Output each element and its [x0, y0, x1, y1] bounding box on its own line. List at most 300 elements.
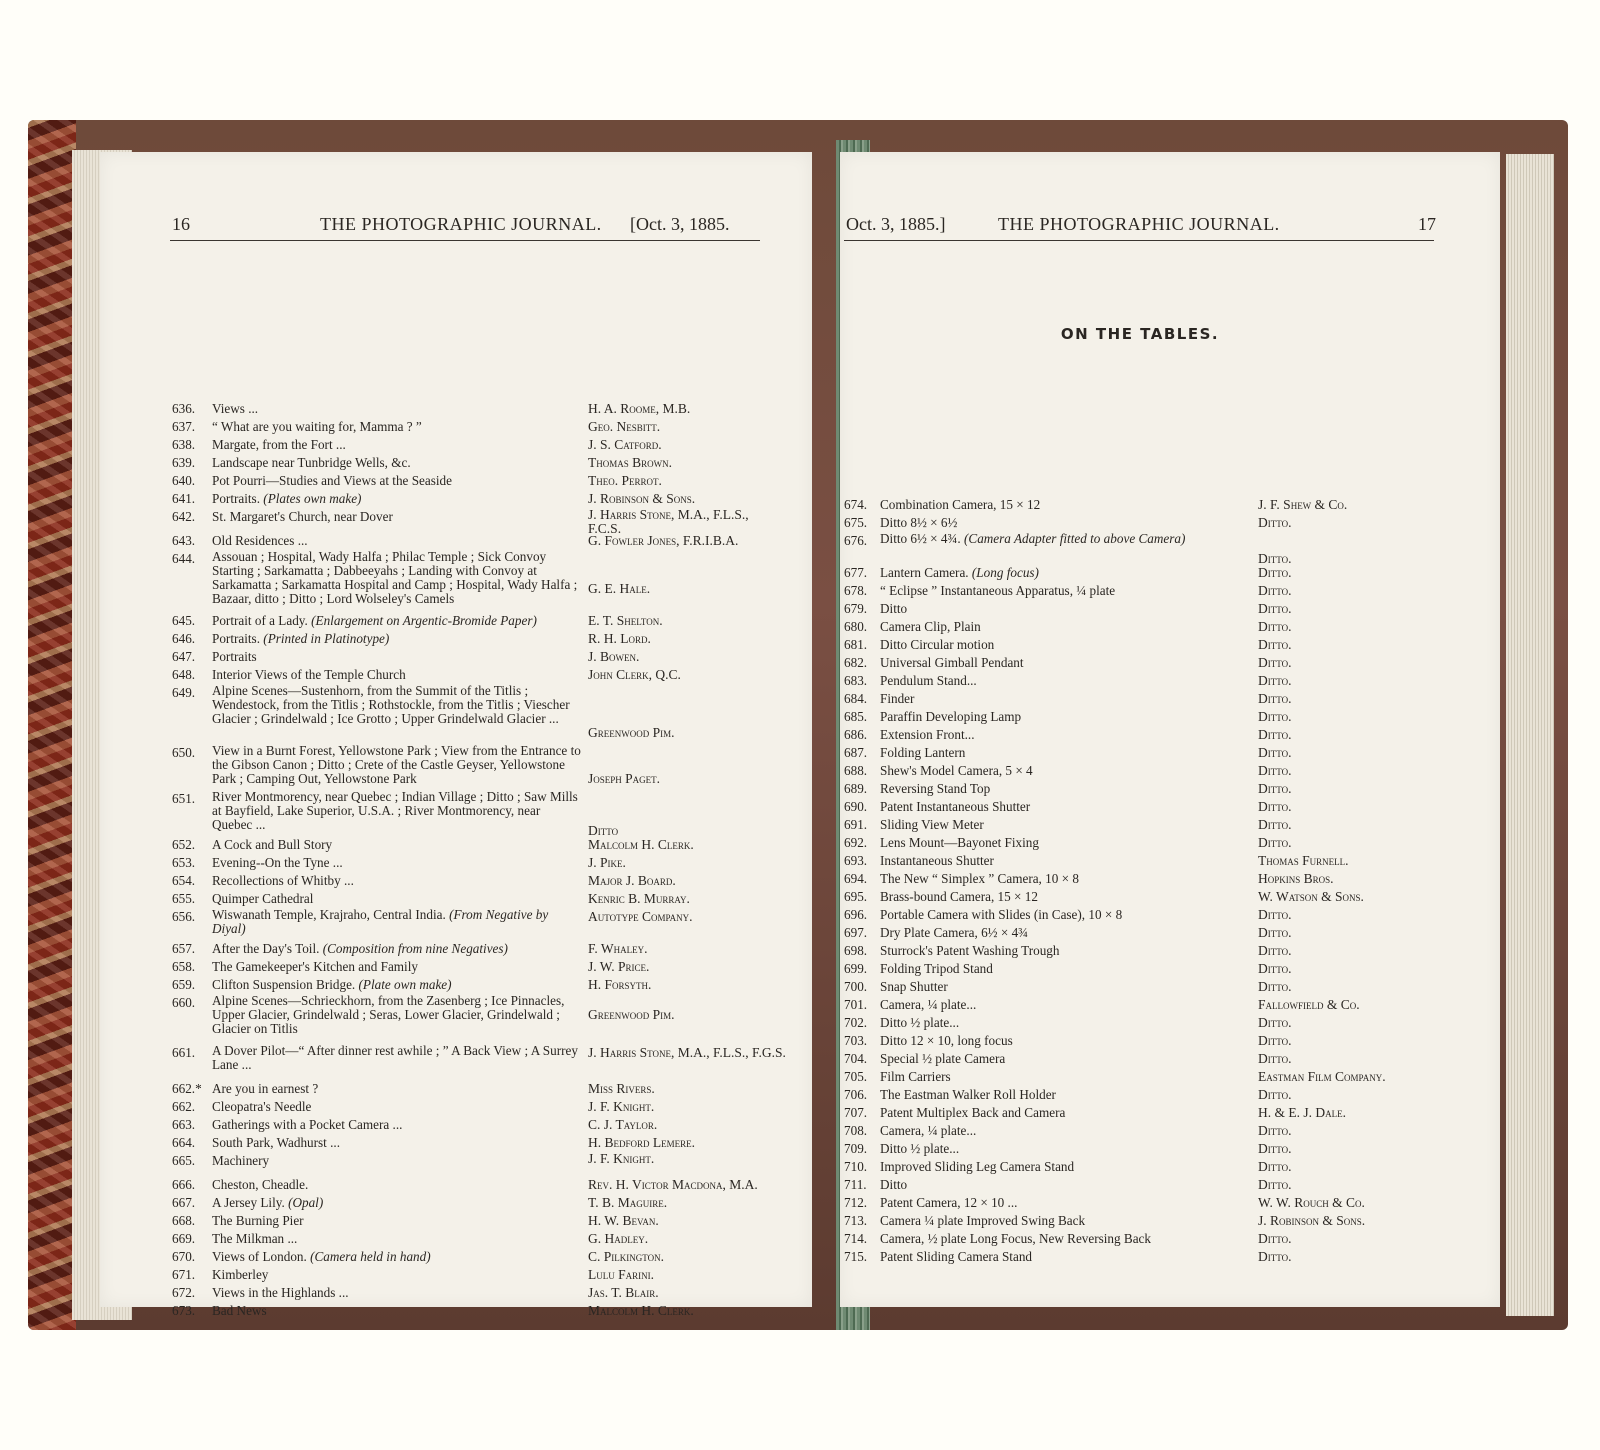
entry-number: 674.: [844, 497, 868, 512]
entry-row: [840, 496, 1500, 514]
entry-title: [880, 1140, 959, 1158]
entry-number: 708.: [844, 1123, 868, 1138]
entry-row: [840, 906, 1500, 924]
entry-title-text: After the Day's Toil.: [212, 941, 320, 956]
entry-row: [840, 1176, 1500, 1194]
journal-title: THE PHOTOGRAPHIC JOURNAL.: [320, 214, 602, 234]
entry-exhibitor: Ditto.: [1258, 925, 1292, 940]
entry-title: [880, 960, 993, 978]
entry-row: [100, 940, 812, 958]
entry-title: [212, 1230, 297, 1248]
entry-row: [840, 708, 1500, 726]
entry-title: [880, 672, 977, 690]
entry-row: [100, 1212, 812, 1230]
entry-title: [880, 1050, 1005, 1068]
entry-exhibitor: T. B. Maguire.: [588, 1195, 668, 1210]
entry-exhibitor: Ditto.: [1258, 907, 1292, 922]
entry-number: 675.: [844, 515, 868, 530]
entry-title-text: Alpine Scenes—Sustenhorn, from the Summit of the Titlis ; Wendestock, from the Titlis ; Rothstockle, from the Titlis ; Viescher Glacier ; Grindelwald ; Ice Grotto ; Upper Grindelwald Glacier ...: [212, 683, 570, 726]
entry-exhibitor: Ditto.: [1258, 817, 1292, 832]
entry-row: [840, 996, 1500, 1014]
entry-title-text: Margate, from the Fort ...: [212, 437, 346, 452]
entry-exhibitor: J. Bowen.: [588, 649, 640, 664]
entry-title: [880, 654, 1024, 672]
entry-title-text: Ditto 12 × 10, long focus: [880, 1033, 1013, 1048]
entry-title: [880, 996, 976, 1014]
entry-number: 678.: [844, 583, 868, 598]
entry-title: [880, 1014, 959, 1032]
entry-number: 661.: [172, 1045, 196, 1060]
entry-row: [840, 888, 1500, 906]
entry-title-text: Camera, ½ plate Long Focus, New Reversing Back: [880, 1231, 1152, 1246]
entry-title-text: Snap Shutter: [880, 979, 948, 994]
entry-exhibitor: Ditto.: [1258, 1141, 1292, 1156]
entry-number: 712.: [844, 1195, 868, 1210]
entry-number: 658.: [172, 959, 196, 974]
entry-note: (Plate own make): [355, 977, 452, 992]
entry-number: 644.: [172, 551, 196, 566]
entry-title: [212, 958, 418, 976]
entry-row: [100, 436, 812, 454]
entry-title-text: The Gamekeeper's Kitchen and Family: [212, 959, 418, 974]
entry-title-text: Ditto ½ plate...: [880, 1015, 960, 1030]
entry-exhibitor: Geo. Nesbitt.: [588, 419, 661, 434]
entry-title: [212, 908, 582, 936]
entry-title-text: Are you in earnest ?: [212, 1081, 319, 1096]
entry-exhibitor: Ditto.: [1258, 565, 1292, 580]
entry-number: 654.: [172, 873, 196, 888]
entry-row: [840, 1032, 1500, 1050]
entry-row: [840, 654, 1500, 672]
entry-row: [840, 532, 1500, 564]
entry-row: [100, 890, 812, 908]
entry-number: 664.: [172, 1135, 196, 1150]
entry-title: [212, 1044, 582, 1072]
entry-title: [212, 1284, 349, 1302]
entry-title-text: Kimberley: [212, 1267, 269, 1282]
entry-title: [880, 744, 965, 762]
entry-row: [100, 1116, 812, 1134]
entry-number: 638.: [172, 437, 196, 452]
entry-exhibitor: Greenwood Pim.: [588, 725, 675, 740]
entry-row: [840, 762, 1500, 780]
entry-title-text: Portraits.: [212, 631, 260, 646]
entry-exhibitor: Autotype Company.: [588, 909, 693, 924]
entry-exhibitor: Malcolm H. Clerk.: [588, 837, 694, 852]
entry-title-text: Finder: [880, 691, 915, 706]
entry-exhibitor: Ditto: [588, 823, 619, 838]
entry-exhibitor: Ditto.: [1258, 691, 1292, 706]
entry-title: [212, 872, 354, 890]
entry-exhibitor: J. S. Catford.: [588, 437, 662, 452]
entry-exhibitor: Thomas Furnell.: [1258, 853, 1349, 868]
entry-title-text: Landscape near Tunbridge Wells, &c.: [212, 455, 411, 470]
entry-exhibitor: Major J. Board.: [588, 873, 676, 888]
entry-row: [840, 744, 1500, 762]
entry-title: [212, 490, 361, 508]
entry-title: [212, 744, 582, 786]
entry-note: (From Negative by Diyal): [212, 907, 549, 936]
entry-number: 637.: [172, 419, 196, 434]
entry-title: [212, 1098, 311, 1116]
entry-title: [212, 1116, 402, 1134]
entry-number: 669.: [172, 1231, 196, 1246]
entry-row: [100, 418, 812, 436]
entry-title-text: Sliding View Meter: [880, 817, 984, 832]
entry-row: [840, 564, 1500, 582]
entry-title-text: Ditto 6½ × 4¾.: [880, 531, 961, 546]
entry-row: [840, 870, 1500, 888]
entry-title: [212, 994, 582, 1036]
entry-title: [212, 1194, 323, 1212]
entry-number: 671.: [172, 1267, 196, 1282]
entry-title-text: Patent Multiplex Back and Camera: [880, 1105, 1066, 1120]
entry-number: 703.: [844, 1033, 868, 1048]
entry-exhibitor: J. Pike.: [588, 855, 626, 870]
entry-title: [880, 924, 1028, 942]
entry-title-text: Quimper Cathedral: [212, 891, 314, 906]
entry-note: (Enlargement on Argentic-Bromide Paper): [307, 613, 537, 628]
entry-exhibitor: Ditto.: [1258, 745, 1292, 760]
entry-number: 686.: [844, 727, 868, 742]
entry-row: [100, 1098, 812, 1116]
entry-title: [212, 418, 422, 436]
entry-exhibitor: Ditto.: [1258, 1123, 1292, 1138]
entry-row: [100, 1194, 812, 1212]
entry-row: [840, 1068, 1500, 1086]
entry-title-text: Folding Lantern: [880, 745, 966, 760]
entry-number: 684.: [844, 691, 868, 706]
entry-exhibitor: Ditto.: [1258, 551, 1292, 566]
entry-title: [212, 612, 537, 630]
entry-exhibitor: Ditto.: [1258, 655, 1292, 670]
entry-number: 689.: [844, 781, 868, 796]
entry-title: [880, 618, 981, 636]
entry-row: [840, 1140, 1500, 1158]
entry-row: [840, 1014, 1500, 1032]
entry-number: 681.: [844, 637, 868, 652]
entry-exhibitor: Ditto.: [1258, 1231, 1292, 1246]
entry-title-text: River Montmorency, near Quebec ; Indian Village ; Ditto ; Saw Mills at Bayfield, Lake Superior, U.S.A. ; River Montmorency, near Quebec ...: [212, 789, 578, 832]
entry-exhibitor: W. Watson & Sons.: [1258, 889, 1364, 904]
entry-exhibitor: Jas. T. Blair.: [588, 1285, 659, 1300]
entry-title: [880, 780, 990, 798]
entry-title-text: Bad News: [212, 1303, 267, 1318]
entry-number: 676.: [844, 533, 868, 548]
entry-row: [100, 666, 812, 684]
entry-title-text: Portraits: [212, 649, 257, 664]
entry-row: [840, 672, 1500, 690]
entry-title: [212, 454, 411, 472]
entry-row: [840, 582, 1500, 600]
entry-number: 680.: [844, 619, 868, 634]
entry-number: 706.: [844, 1087, 868, 1102]
entry-number: 640.: [172, 473, 196, 488]
entry-title: [880, 1122, 976, 1140]
entry-title-text: Shew's Model Camera, 5 × 4: [880, 763, 1033, 778]
entry-title: [880, 906, 1122, 924]
entry-row: [100, 1302, 812, 1320]
entry-exhibitor: Ditto.: [1258, 583, 1292, 598]
entry-title: [880, 564, 1039, 582]
entry-row: [100, 454, 812, 472]
entry-row: [100, 1176, 812, 1194]
entry-exhibitor: J. F. Knight.: [588, 1151, 655, 1166]
entry-row: [100, 1266, 812, 1284]
entry-number: 662.*: [172, 1081, 202, 1096]
entry-exhibitor: Joseph Paget.: [588, 771, 661, 786]
entry-exhibitor: Ditto.: [1258, 799, 1292, 814]
entry-number: 663.: [172, 1117, 196, 1132]
entry-title: [880, 636, 994, 654]
entry-number: 660.: [172, 995, 196, 1010]
entry-title-text: Extension Front...: [880, 727, 975, 742]
entry-row: [100, 854, 812, 872]
entry-exhibitor: Kenric B. Murray.: [588, 891, 690, 906]
entry-number: 648.: [172, 667, 196, 682]
entry-title-text: Patent Instantaneous Shutter: [880, 799, 1031, 814]
entry-title-text: Paraffin Developing Lamp: [880, 709, 1022, 724]
entry-title-text: A Dover Pilot—“ After dinner rest awhile ; ” A Back View ; A Surrey Lane ...: [212, 1043, 578, 1072]
entry-title: [212, 1302, 267, 1320]
entry-number: 693.: [844, 853, 868, 868]
entry-row: [840, 636, 1500, 654]
entry-title-text: Camera, ¼ plate...: [880, 997, 977, 1012]
entry-row: [100, 684, 812, 744]
entry-row: [100, 836, 812, 854]
entry-exhibitor: G. Hadley.: [588, 1231, 649, 1246]
entry-number: 677.: [844, 565, 868, 580]
entry-title: [880, 942, 1059, 960]
entry-title: [880, 1212, 1085, 1230]
entry-exhibitor: Ditto.: [1258, 943, 1292, 958]
entry-exhibitor: J. F. Shew & Co.: [1258, 497, 1348, 512]
entry-exhibitor: Malcolm H. Clerk.: [588, 1303, 694, 1318]
entry-row: [840, 690, 1500, 708]
entry-number: 656.: [172, 909, 196, 924]
entry-number: 696.: [844, 907, 868, 922]
entry-exhibitor: Ditto.: [1258, 763, 1292, 778]
issue-date: Oct. 3, 1885.]: [846, 214, 946, 234]
entry-exhibitor: G. Fowler Jones, F.R.I.B.A.: [588, 533, 739, 548]
entry-row: [100, 630, 812, 648]
entry-row: [840, 798, 1500, 816]
entry-exhibitor: Lulu Farini.: [588, 1267, 654, 1282]
left-page: [100, 152, 812, 1318]
entry-title-text: Interior Views of the Temple Church: [212, 667, 406, 682]
entry-number: 698.: [844, 943, 868, 958]
entry-number: 682.: [844, 655, 868, 670]
entry-number: 672.: [172, 1285, 196, 1300]
entry-number: 650.: [172, 745, 196, 760]
entry-number: 645.: [172, 613, 196, 628]
entry-title-text: Brass-bound Camera, 15 × 12: [880, 889, 1038, 904]
entry-note: (Plates own make): [260, 491, 362, 506]
page-number: 16: [172, 214, 190, 234]
entry-title: [880, 762, 1033, 780]
entry-title: [880, 726, 975, 744]
entry-number: 714.: [844, 1231, 868, 1246]
entry-title-text: Patent Sliding Camera Stand: [880, 1249, 1033, 1264]
entry-title: [212, 1266, 268, 1284]
entry-title-text: Ditto: [880, 1177, 908, 1192]
entry-row: [840, 942, 1500, 960]
entry-row: [100, 976, 812, 994]
entry-note: (Camera Adapter fitted to above Camera): [960, 531, 1186, 546]
entry-exhibitor: Ditto.: [1258, 1177, 1292, 1192]
entry-number: 691.: [844, 817, 868, 832]
entry-title-text: Lantern Camera.: [880, 565, 969, 580]
entry-row: [840, 514, 1500, 532]
entry-title-text: Portable Camera with Slides (in Case), 10 × 8: [880, 907, 1123, 922]
entry-title-text: Evening--On the Tyne ...: [212, 855, 343, 870]
entry-title-text: The Eastman Walker Roll Holder: [880, 1087, 1056, 1102]
entry-title-text: Assouan ; Hospital, Wady Halfa ; Philac Temple ; Sick Convoy Starting ; Sarkamatta ; Dabbeeyahs ; Landing with Convoy at Sarkamatta ; Sarkamatta Hospital and Camp ; Hospital, Wady Halfa ; Bazaar, ditto ; Ditto ; Lord Wolseley's Camels: [212, 549, 578, 606]
entry-number: 673.: [172, 1303, 196, 1318]
entry-row: [100, 648, 812, 666]
entry-exhibitor: Eastman Film Company.: [1258, 1069, 1386, 1084]
entry-number: 700.: [844, 979, 868, 994]
entry-exhibitor: J. Robinson & Sons.: [1258, 1213, 1366, 1228]
entry-exhibitor: Ditto.: [1258, 961, 1292, 976]
entry-title-text: The Milkman ...: [212, 1231, 298, 1246]
entry-title-text: Folding Tripod Stand: [880, 961, 993, 976]
entry-title: [880, 852, 994, 870]
entry-title: [212, 666, 406, 684]
entry-exhibitor: Ditto.: [1258, 835, 1292, 850]
entry-number: 701.: [844, 997, 868, 1012]
entry-number: 694.: [844, 871, 868, 886]
entry-exhibitor: Ditto.: [1258, 1051, 1292, 1066]
entry-number: 685.: [844, 709, 868, 724]
entry-title: [880, 1230, 1151, 1248]
entry-title: [212, 1080, 318, 1098]
entry-title: [212, 436, 346, 454]
entry-title: [880, 1032, 1013, 1050]
entry-row: [840, 726, 1500, 744]
entry-title: [212, 630, 389, 648]
entry-exhibitor: Ditto.: [1258, 709, 1292, 724]
entry-exhibitor: Hopkins Bros.: [1258, 871, 1334, 886]
entry-title: [880, 514, 957, 532]
entry-exhibitor: Ditto.: [1258, 515, 1292, 530]
entry-exhibitor: Thomas Brown.: [588, 455, 673, 470]
entry-exhibitor: Ditto.: [1258, 1159, 1292, 1174]
entry-title-text: Camera Clip, Plain: [880, 619, 981, 634]
entry-title: [880, 1104, 1065, 1122]
entry-title: [212, 684, 582, 726]
entry-number: 710.: [844, 1159, 868, 1174]
entry-row: [100, 908, 812, 940]
entry-note: (Printed in Platinotype): [260, 631, 390, 646]
entry-number: 667.: [172, 1195, 196, 1210]
entry-exhibitor: Theo. Perrot.: [588, 473, 662, 488]
entry-exhibitor: Ditto.: [1258, 1249, 1292, 1264]
entry-exhibitor: Rev. H. Victor Macdona, M.A.: [588, 1177, 758, 1192]
entry-title: [212, 1176, 308, 1194]
entry-row: [840, 960, 1500, 978]
entry-title: [212, 1248, 431, 1266]
entry-exhibitor: H. W. Bevan.: [588, 1213, 659, 1228]
entry-title-text: Reversing Stand Top: [880, 781, 991, 796]
entry-exhibitor: E. T. Shelton.: [588, 613, 663, 628]
entry-exhibitor: C. J. Taylor.: [588, 1117, 658, 1132]
right-page: [840, 152, 1500, 1307]
entry-title-text: The Burning Pier: [212, 1213, 304, 1228]
entry-title-text: Cheston, Cheadle.: [212, 1177, 309, 1192]
page-edges-right: [1506, 154, 1554, 1316]
entry-title: [212, 508, 393, 526]
entry-title: [880, 1248, 1032, 1266]
journal-title: THE PHOTOGRAPHIC JOURNAL.: [998, 214, 1280, 234]
entry-exhibitor: H. Bedford Lemere.: [588, 1135, 696, 1150]
entry-title-text: Machinery: [212, 1153, 270, 1168]
entry-row: [100, 532, 812, 550]
entry-title: [880, 1086, 1056, 1104]
entry-number: 655.: [172, 891, 196, 906]
entry-number: 652.: [172, 837, 196, 852]
entry-title-text: Ditto 8½ × 6½: [880, 515, 958, 530]
entry-title: [880, 1068, 951, 1086]
entry-number: 695.: [844, 889, 868, 904]
entry-title: [880, 708, 1021, 726]
entry-title: [880, 532, 1260, 546]
entry-row: [840, 780, 1500, 798]
entry-title: [212, 790, 582, 832]
entry-number: 683.: [844, 673, 868, 688]
entry-number: 692.: [844, 835, 868, 850]
entry-title: [880, 690, 914, 708]
entry-row: [840, 816, 1500, 834]
entry-title-text: Patent Camera, 12 × 10 ...: [880, 1195, 1018, 1210]
entry-title-text: Pendulum Stand...: [880, 673, 977, 688]
entry-title-text: Combination Camera, 15 × 12: [880, 497, 1041, 512]
entry-exhibitor: Fallowfield & Co.: [1258, 997, 1360, 1012]
entry-exhibitor: H. A. Roome, M.B.: [588, 401, 691, 416]
entry-exhibitor: J. Harris Stone, M.A., F.L.S., F.C.S.: [588, 507, 749, 536]
entry-number: 641.: [172, 491, 196, 506]
entry-exhibitor: R. H. Lord.: [588, 631, 651, 646]
entry-title: [212, 890, 313, 908]
entry-number: 713.: [844, 1213, 868, 1228]
entry-title-text: Sturrock's Patent Washing Trough: [880, 943, 1060, 958]
entry-title: [880, 798, 1030, 816]
entry-title: [880, 888, 1038, 906]
entry-row: [840, 618, 1500, 636]
entry-title-text: Special ½ plate Camera: [880, 1051, 1006, 1066]
entry-title: [880, 582, 1115, 600]
entry-title: [880, 1194, 1017, 1212]
entry-exhibitor: Ditto.: [1258, 1015, 1292, 1030]
entry-row: [100, 744, 812, 790]
entry-number: 697.: [844, 925, 868, 940]
entry-title: [880, 816, 984, 834]
entry-title: [212, 1152, 269, 1170]
entry-row: [100, 1248, 812, 1266]
entry-title-text: Views in the Highlands ...: [212, 1285, 349, 1300]
entry-exhibitor: G. E. Hale.: [588, 581, 651, 596]
entry-row: [100, 994, 812, 1040]
entry-exhibitor: C. Pilkington.: [588, 1249, 664, 1264]
entry-row: [100, 790, 812, 836]
entry-number: 668.: [172, 1213, 196, 1228]
entry-row: [840, 852, 1500, 870]
entry-exhibitor: J. Robinson & Sons.: [588, 491, 696, 506]
entry-title: [212, 532, 308, 550]
entry-exhibitor: Ditto.: [1258, 781, 1292, 796]
entry-row: [100, 958, 812, 976]
entry-exhibitor: Ditto.: [1258, 601, 1292, 616]
